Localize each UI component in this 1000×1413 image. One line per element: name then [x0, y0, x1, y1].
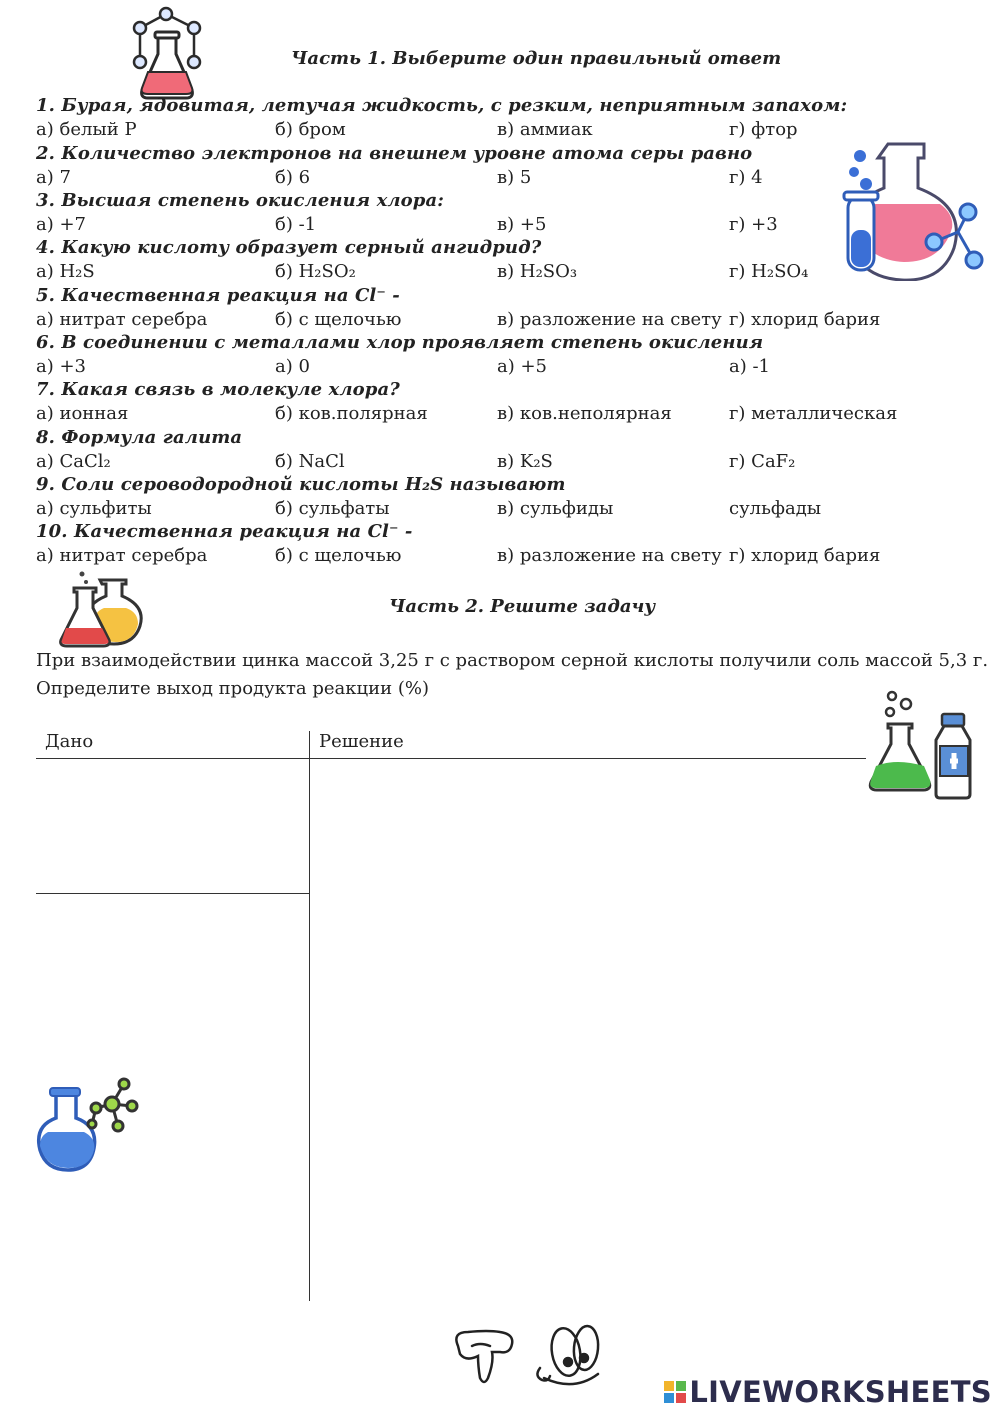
task-line-2: Определите выход продукта реакции (%) [36, 678, 429, 699]
solution-answer-area[interactable] [311, 760, 961, 1300]
question-3-option-b[interactable]: б) -1 [275, 214, 317, 235]
flask-molecule-icon [128, 6, 206, 104]
question-9-option-a[interactable]: а) сульфиты [36, 498, 152, 519]
question-7-options [0, 403, 1000, 427]
liveworksheets-logo [664, 1375, 992, 1409]
question-3-option-a[interactable]: а) +7 [36, 214, 87, 235]
question-7-option-c[interactable]: в) ков.неполярная [497, 403, 672, 424]
question-1-option-c[interactable]: в) аммиак [497, 119, 593, 140]
table-column-divider [309, 731, 310, 1301]
question-2-option-a[interactable]: а) 7 [36, 167, 71, 188]
question-4-option-a[interactable]: а) H₂S [36, 261, 95, 282]
question-4-option-d[interactable]: г) H₂SO₄ [729, 261, 809, 282]
question-1-option-b[interactable]: б) бром [275, 119, 346, 140]
question-10-option-b[interactable]: б) с щелочью [275, 545, 402, 566]
question-3-text: 3. Высшая степень окисления хлора: [36, 190, 444, 211]
question-6-option-b[interactable]: а) 0 [275, 356, 310, 377]
question-5-text: 5. Качественная реакция на Cl⁻ - [36, 285, 400, 306]
question-6-option-c[interactable]: а) +5 [497, 356, 548, 377]
question-5-option-d[interactable]: г) хлорид бария [729, 309, 881, 330]
question-4-option-c[interactable]: в) H₂SO₃ [497, 261, 578, 282]
question-8-option-a[interactable]: а) CaCl₂ [36, 451, 111, 472]
question-3-option-c[interactable]: в) +5 [497, 214, 547, 235]
round-flask-test-tube-icon [840, 136, 985, 281]
question-9-option-b[interactable]: б) сульфаты [275, 498, 390, 519]
question-2-option-d[interactable]: г) 4 [729, 167, 763, 188]
question-5-option-c[interactable]: в) разложение на свету [497, 309, 722, 330]
question-4-option-b[interactable]: б) H₂SO₂ [275, 261, 356, 282]
question-8-option-d[interactable]: г) CaF₂ [729, 451, 796, 472]
question-10-option-a[interactable]: а) нитрат серебра [36, 545, 208, 566]
question-5-option-a[interactable]: а) нитрат серебра [36, 309, 208, 330]
question-8-text: 8. Формула галита [36, 427, 243, 448]
given-answer-area[interactable] [36, 760, 308, 892]
question-8-option-c[interactable]: в) K₂S [497, 451, 553, 472]
question-2-options [0, 167, 1000, 191]
question-6-text: 6. В соединении с металлами хлор проявляет степень окисления [36, 332, 764, 353]
question-9-text: 9. Соли сероводородной кислоты H₂S называют [36, 474, 566, 495]
question-8-option-b[interactable]: б) NaCl [275, 451, 345, 472]
given-section-divider [36, 893, 309, 894]
question-7-option-b[interactable]: б) ков.полярная [275, 403, 428, 424]
question-9-option-c[interactable]: в) сульфиды [497, 498, 614, 519]
question-10-text: 10. Качественная реакция на Cl⁻ - [36, 521, 413, 542]
question-1-text: 1. Бурая, ядовитая, летучая жидкость, с резким, неприятным запахом: [36, 95, 848, 116]
part1-heading: Часть 1. Выберите один правильный ответ [291, 48, 782, 69]
question-9-options [0, 498, 1000, 522]
question-8-options [0, 451, 1000, 475]
task-line-1: При взаимодействии цинка массой 3,25 г с раствором серной кислоты получили соль массой 5,3 г. [36, 650, 989, 671]
solution-column-header: Решение [319, 731, 404, 752]
question-6-options [0, 356, 1000, 380]
question-2-option-c[interactable]: в) 5 [497, 167, 532, 188]
question-6-option-a[interactable]: а) +3 [36, 356, 87, 377]
question-5-option-b[interactable]: б) с щелочью [275, 309, 402, 330]
question-10-option-d[interactable]: г) хлорид бария [729, 545, 881, 566]
question-2-text: 2. Количество электронов на внешнем уровне атома серы равно [36, 143, 753, 164]
two-flasks-icon [56, 568, 146, 650]
question-5-options [0, 309, 1000, 333]
given-column-header: Дано [45, 731, 94, 752]
question-4-options [0, 261, 1000, 285]
question-7-text: 7. Какая связь в молекуле хлора? [36, 379, 400, 400]
liveworksheets-logo-text: LIVEWORKSHEETS [689, 1375, 992, 1409]
liveworksheets-logo-icon [664, 1381, 686, 1403]
part2-heading: Часть 2. Решите задачу [389, 596, 656, 617]
question-7-option-a[interactable]: а) ионная [36, 403, 129, 424]
question-7-option-d[interactable]: г) металлическая [729, 403, 898, 424]
table-header-divider [36, 758, 866, 759]
question-1-option-d[interactable]: г) фтор [729, 119, 798, 140]
hand-eyes-doodle-icon [448, 1316, 608, 1396]
blue-flask-molecule-icon [36, 1074, 140, 1174]
question-1-option-a[interactable]: а) белый Р [36, 119, 137, 140]
question-10-option-c[interactable]: в) разложение на свету [497, 545, 722, 566]
question-3-options [0, 214, 1000, 238]
question-2-option-b[interactable]: б) 6 [275, 167, 311, 188]
question-9-option-d[interactable]: сульфады [729, 498, 822, 519]
question-4-text: 4. Какую кислоту образует серный ангидрид? [36, 237, 542, 258]
question-6-option-d[interactable]: а) -1 [729, 356, 771, 377]
question-3-option-d[interactable]: г) +3 [729, 214, 778, 235]
question-1-options [0, 119, 1000, 143]
question-10-options [0, 545, 1000, 569]
